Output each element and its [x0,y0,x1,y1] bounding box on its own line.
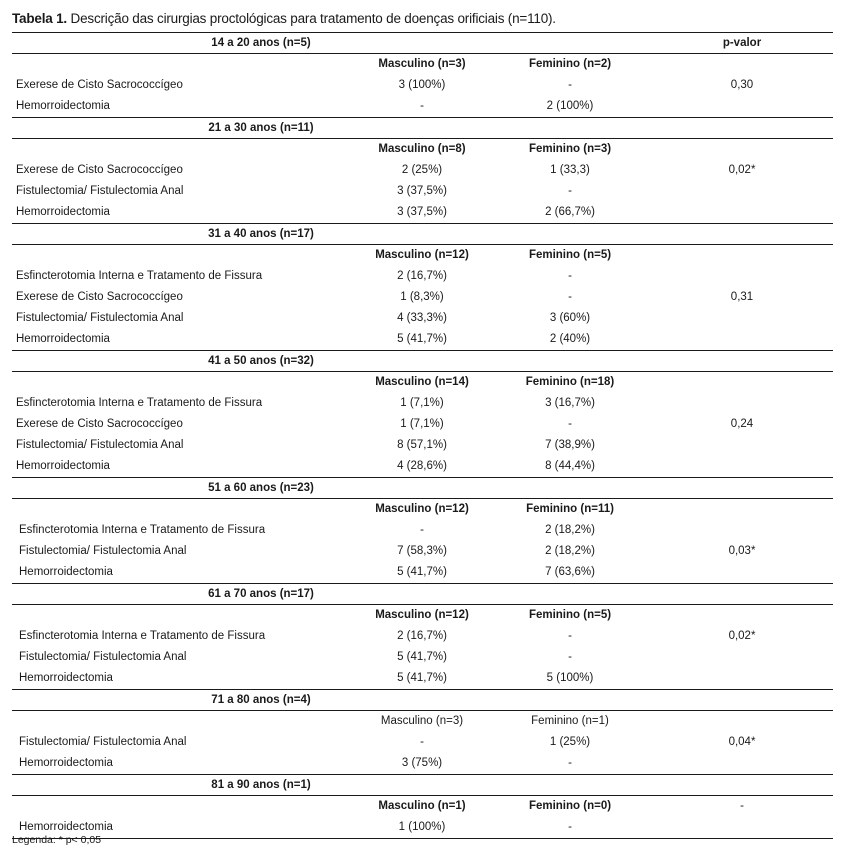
female-count: - [568,630,572,642]
female-column-header: Feminino (n=5) [528,249,612,261]
procedure-name: Fistulectomia/ Fistulectomia Anal [16,439,184,451]
male-count: 5 (41,7%) [397,566,447,578]
table-row [12,520,833,541]
table-row [12,817,833,838]
female-column-header: Feminino (n=0) [528,800,612,812]
female-count: - [568,651,572,663]
female-count: 2 (18,2%) [545,524,595,536]
procedure-name: Exerese de Cisto Sacrococcígeo [16,79,183,91]
female-column-header: Feminino (n=18) [525,376,615,388]
procedure-name: Esfincterotomia Interna e Tratamento de Fissura [19,630,266,642]
female-count: 2 (40%) [549,333,591,345]
male-count: 1 (7,1%) [400,418,444,430]
surgery-table [12,32,833,839]
pvalue-cell: 0,02* [728,630,756,642]
section-body [12,245,833,351]
section-body [12,605,833,690]
section-body [12,499,833,584]
section-body [12,711,833,775]
table-row [12,287,833,308]
age-group-label: 51 a 60 anos (n=23) [208,482,314,494]
age-group-header-row [12,32,833,54]
procedure-name: Fistulectomia/ Fistulectomia Anal [19,736,187,748]
age-group-header-row [12,478,833,499]
table-row [12,329,833,350]
female-count: - [568,821,572,833]
female-count: 1 (33,3) [550,164,590,176]
sex-header-row [12,245,833,266]
table-row [12,647,833,668]
sex-header-row [12,605,833,626]
procedure-name: Hemorroidectomia [16,460,110,472]
male-count: 3 (37,5%) [397,185,447,197]
pvalue-cell: 0,03* [728,545,756,557]
age-group-label: 71 a 80 anos (n=4) [211,694,311,706]
age-group-label: 21 a 30 anos (n=11) [208,122,314,134]
procedure-name: Fistulectomia/ Fistulectomia Anal [16,185,184,197]
procedure-name: Exerese de Cisto Sacrococcígeo [16,418,183,430]
age-group-label: 31 a 40 anos (n=17) [208,228,314,240]
age-group-header-row [12,224,833,245]
age-group-section [12,775,833,839]
procedure-name: Hemorroidectomia [19,757,113,769]
female-count: 7 (63,6%) [545,566,595,578]
male-column-header: Masculino (n=12) [375,503,469,515]
pvalue-cell: - [740,800,744,812]
procedure-name: Fistulectomia/ Fistulectomia Anal [16,312,184,324]
male-count: 3 (100%) [398,79,446,91]
age-group-label: 81 a 90 anos (n=1) [211,779,311,791]
table-row [12,266,833,287]
table-row [12,181,833,202]
age-group-header-row [12,690,833,711]
table-row [12,626,833,647]
pvalue-cell: 0,24 [730,418,754,430]
female-count: 2 (18,2%) [545,545,595,557]
male-count: 1 (100%) [398,821,446,833]
procedure-name: Hemorroidectomia [16,333,110,345]
age-group-section [12,478,833,584]
table-row [12,435,833,456]
table-row [12,202,833,223]
male-count: 1 (7,1%) [400,397,444,409]
female-count: 2 (66,7%) [545,206,595,218]
table-number: Tabela 1. [12,11,67,26]
procedure-name: Hemorroidectomia [19,566,113,578]
age-group-label: 61 a 70 anos (n=17) [208,588,314,600]
male-column-header: Masculino (n=12) [375,609,469,621]
female-count: - [568,270,572,282]
male-column-header: Masculino (n=3) [378,58,466,70]
male-count: 2 (16,7%) [397,270,447,282]
age-group-label: 14 a 20 anos (n=5) [211,37,311,49]
table-row [12,393,833,414]
table-title: Descrição das cirurgias proctológicas para tratamento de doenças orificiais (n=110). [66,11,556,26]
male-count: 5 (41,7%) [397,651,447,663]
procedure-name: Exerese de Cisto Sacrococcígeo [16,291,183,303]
sex-header-row [12,711,833,732]
female-count: 5 (100%) [546,672,594,684]
procedure-name: Esfincterotomia Interna e Tratamento de Fissura [16,270,263,282]
procedure-name: Esfincterotomia Interna e Tratamento de Fissura [19,524,266,536]
table-row [12,414,833,435]
age-group-section [12,690,833,775]
female-count: - [568,79,572,91]
male-count: - [420,736,424,748]
male-column-header: Masculino (n=8) [378,143,466,155]
male-column-header: Masculino (n=3) [380,715,464,727]
female-count: 7 (38,9%) [545,439,595,451]
male-count: 3 (37,5%) [397,206,447,218]
procedure-name: Fistulectomia/ Fistulectomia Anal [19,545,187,557]
table-row [12,75,833,96]
section-body [12,796,833,839]
age-group-label: 41 a 50 anos (n=32) [208,355,314,367]
male-count: 5 (41,7%) [397,672,447,684]
table-caption [12,11,556,26]
male-count: 4 (33,3%) [397,312,447,324]
table-row [12,456,833,477]
procedure-name: Fistulectomia/ Fistulectomia Anal [19,651,187,663]
male-count: 5 (41,7%) [397,333,447,345]
age-group-header-row [12,584,833,605]
male-count: - [420,100,424,112]
table-row [12,541,833,562]
procedure-name: Exerese de Cisto Sacrococcígeo [16,164,183,176]
female-count: 1 (25%) [549,736,591,748]
male-count: 4 (28,6%) [397,460,447,472]
female-count: - [568,418,572,430]
age-group-section [12,584,833,690]
pvalue-cell: 0,31 [730,291,754,303]
male-column-header: Masculino (n=12) [375,249,469,261]
female-count: 8 (44,4%) [545,460,595,472]
male-column-header: Masculino (n=14) [375,376,469,388]
table-row [12,308,833,329]
male-count: 7 (58,3%) [397,545,447,557]
female-count: 3 (16,7%) [545,397,595,409]
pvalue-cell: 0,30 [730,79,754,91]
section-body [12,372,833,478]
female-column-header: Feminino (n=3) [528,143,612,155]
table-row [12,753,833,774]
female-count: - [568,291,572,303]
age-group-header-row [12,118,833,139]
male-column-header: Masculino (n=1) [378,800,466,812]
sex-header-row [12,796,833,817]
pvalue-cell: 0,02* [728,164,756,176]
table-row [12,732,833,753]
male-count: 2 (16,7%) [397,630,447,642]
male-count: 1 (8,3%) [400,291,444,303]
procedure-name: Hemorroidectomia [19,821,113,833]
age-group-header-row [12,351,833,372]
table-row [12,562,833,583]
age-group-section [12,118,833,224]
age-group-section [12,32,833,118]
age-group-section [12,351,833,478]
age-group-header-row [12,775,833,796]
section-body [12,139,833,224]
female-column-header: Feminino (n=5) [528,609,612,621]
male-count: 8 (57,1%) [397,439,447,451]
female-count: - [568,185,572,197]
sex-header-row [12,372,833,393]
male-count: 2 (25%) [401,164,443,176]
pvalue-column-header: p-valor [722,37,762,49]
procedure-name: Hemorroidectomia [16,206,110,218]
male-count: - [420,524,424,536]
female-column-header: Feminino (n=11) [526,503,614,515]
sex-header-row [12,139,833,160]
procedure-name: Esfincterotomia Interna e Tratamento de Fissura [16,397,263,409]
table-legend: Legenda: * p< 0,05 [12,834,102,846]
age-group-section [12,224,833,351]
sex-header-row [12,54,833,75]
female-column-header: Feminino (n=1) [531,715,609,727]
female-count: 2 (100%) [546,100,594,112]
procedure-name: Hemorroidectomia [16,100,110,112]
sex-header-row [12,499,833,520]
section-body [12,54,833,118]
table-row [12,96,833,117]
female-count: - [568,757,572,769]
table-row [12,668,833,689]
female-column-header: Feminino (n=2) [528,58,612,70]
pvalue-cell: 0,04* [728,736,756,748]
procedure-name: Hemorroidectomia [19,672,113,684]
male-count: 3 (75%) [401,757,443,769]
female-count: 3 (60%) [549,312,591,324]
table-row [12,160,833,181]
